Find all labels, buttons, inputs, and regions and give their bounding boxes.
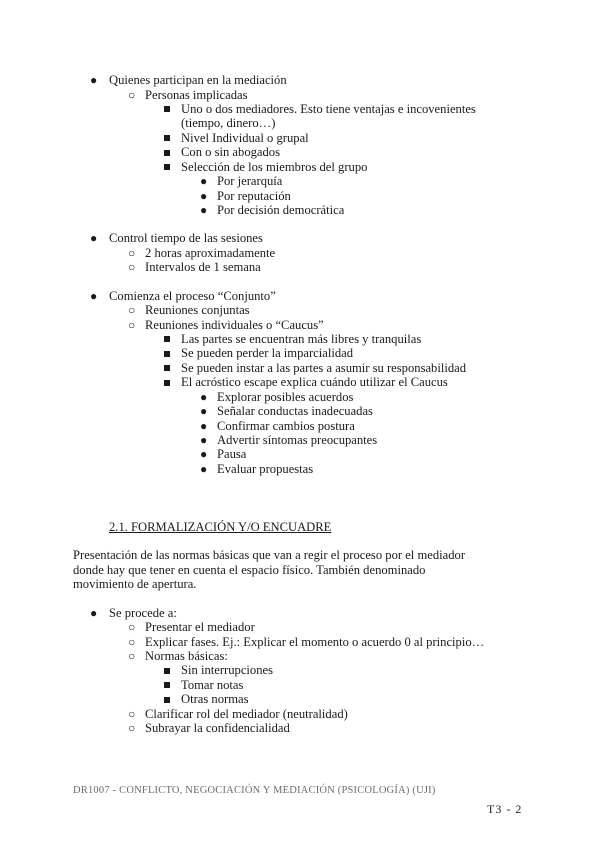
list-item: Uno o dos mediadores. Esto tiene ventajas e incovenientes <box>181 102 476 116</box>
bullet-dot: ● <box>200 390 208 404</box>
bullet-dot: ● <box>200 189 208 203</box>
bullet-circle: ○ <box>128 635 136 649</box>
bullet-dot: ● <box>90 606 98 620</box>
list-item: Selección de los miembros del grupo <box>181 160 368 174</box>
list-item: Presentar el mediador <box>145 620 255 634</box>
list-item: Intervalos de 1 semana <box>145 260 261 274</box>
bullet-dot: ● <box>200 433 208 447</box>
bullet-square <box>164 697 170 703</box>
list-item: Se pueden instar a las partes a asumir su responsabilidad <box>181 361 467 375</box>
list-item: Otras normas <box>181 692 249 706</box>
list-item: Reuniones individuales o “Caucus” <box>145 318 324 332</box>
list-item: Pausa <box>217 447 247 461</box>
bullet-circle: ○ <box>128 246 136 260</box>
list-item: Clarificar rol del mediador (neutralidad) <box>145 707 348 721</box>
list-item: Control tiempo de las sesiones <box>109 231 263 245</box>
bullet-dot: ● <box>200 404 208 418</box>
list-item: Nivel Individual o grupal <box>181 131 309 145</box>
section-heading: 2.1. FORMALIZACIÓN Y/O ENCUADRE <box>109 520 332 534</box>
bullet-square <box>164 106 170 112</box>
bullet-square <box>164 351 170 357</box>
bullet-square <box>164 135 170 141</box>
bullet-dot: ● <box>90 231 98 245</box>
bullet-square <box>164 150 170 156</box>
bullet-circle: ○ <box>128 260 136 274</box>
bullet-dot: ● <box>200 419 208 433</box>
list-item: Explicar fases. Ej.: Explicar el momento o acuerdo 0 al principio… <box>145 635 485 649</box>
list-item: Las partes se encuentran más libres y tranquilas <box>181 332 422 346</box>
bullet-dot: ● <box>90 73 98 87</box>
bullet-square <box>164 380 170 386</box>
list-item: Explorar posibles acuerdos <box>217 390 354 404</box>
list-item: Sin interrupciones <box>181 663 273 677</box>
list-item: Quienes participan en la mediación <box>109 73 287 87</box>
list-item: Tomar notas <box>181 678 244 692</box>
bullet-circle: ○ <box>128 620 136 634</box>
list-item: Advertir síntomas preocupantes <box>217 433 378 447</box>
paragraph-line: donde hay que tener en cuenta el espacio físico. También denominado <box>73 563 426 577</box>
bullet-square <box>164 164 170 170</box>
bullet-dot: ● <box>200 462 208 476</box>
paragraph-line: Presentación de las normas básicas que van a regir el proceso por el mediador <box>73 548 466 562</box>
list-item: Con o sin abogados <box>181 145 280 159</box>
bullet-circle: ○ <box>128 707 136 721</box>
bullet-dot: ● <box>200 174 208 188</box>
list-item: Normas básicas: <box>145 649 228 663</box>
list-item: Evaluar propuestas <box>217 462 314 476</box>
bullet-square <box>164 365 170 371</box>
bullet-square <box>164 682 170 688</box>
bullet-circle: ○ <box>128 88 136 102</box>
bullet-circle: ○ <box>128 318 136 332</box>
list-item-continued: (tiempo, dinero…) <box>181 116 276 130</box>
footer-text: DR1007 - CONFLICTO, NEGOCIACIÓN Y MEDIACIÓN (PSICOLOGÍA) (UJI) <box>73 785 436 796</box>
bullet-dot: ● <box>90 289 98 303</box>
list-item: Se pueden perder la imparcialidad <box>181 346 354 360</box>
bullet-circle: ○ <box>128 721 136 735</box>
list-item: Por jerarquía <box>217 174 283 188</box>
list-item: Reuniones conjuntas <box>145 303 250 317</box>
bullet-square <box>164 336 170 342</box>
list-item: Se procede a: <box>109 606 177 620</box>
list-item: 2 horas aproximadamente <box>145 246 276 260</box>
list-item: El acróstico escape explica cuándo utilizar el Caucus <box>181 375 448 389</box>
bullet-dot: ● <box>200 447 208 461</box>
list-item: Comienza el proceso “Conjunto” <box>109 289 276 303</box>
bullet-dot: ● <box>200 203 208 217</box>
bullet-circle: ○ <box>128 649 136 663</box>
list-item: Señalar conductas inadecuadas <box>217 404 373 418</box>
page-number: T3 - 2 <box>487 802 523 816</box>
list-item: Subrayar la confidencialidad <box>145 721 290 735</box>
list-item: Personas implicadas <box>145 88 248 102</box>
list-item: Confirmar cambios postura <box>217 419 355 433</box>
bullet-square <box>164 668 170 674</box>
list-item: Por decisión democrática <box>217 203 345 217</box>
list-item: Por reputación <box>217 189 291 203</box>
paragraph-line: movimiento de apertura. <box>73 577 197 591</box>
bullet-circle: ○ <box>128 303 136 317</box>
